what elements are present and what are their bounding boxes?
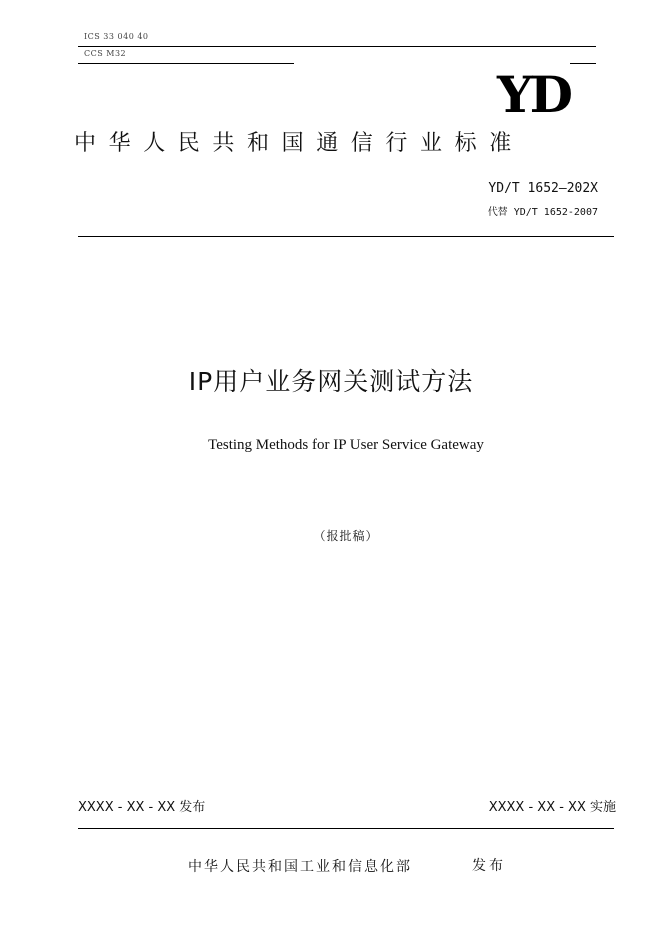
ics-code: ICS 33 040 40 [84,32,149,41]
document-title-en: Testing Methods for IP User Service Gateway [208,437,484,453]
implementation-date: XXXX - XX - XX 实施 [488,800,616,815]
publish-label: 发布 [472,858,506,874]
issue-date: XXXX - XX - XX 发布 [78,800,206,815]
yd-logo: YD [496,65,570,124]
footer-rule [78,828,614,829]
header-top-rule [78,46,596,47]
header-bottom-rule [78,236,614,237]
header-logo-rule [570,63,596,64]
standard-number: YD/T 1652—202X [488,181,598,196]
replaces-standard: 代替 YD/T 1652-2007 [487,207,598,218]
ccs-code: CCS M32 [84,49,127,58]
standard-type-heading: 中华人民共和国通信行业标准 [74,131,524,156]
draft-status: （报批稿） [313,529,379,543]
issuing-authority: 中华人民共和国工业和信息化部 [188,859,412,875]
document-title-cn: IP用户业务网关测试方法 [188,367,474,396]
header-ccs-rule [78,63,294,64]
